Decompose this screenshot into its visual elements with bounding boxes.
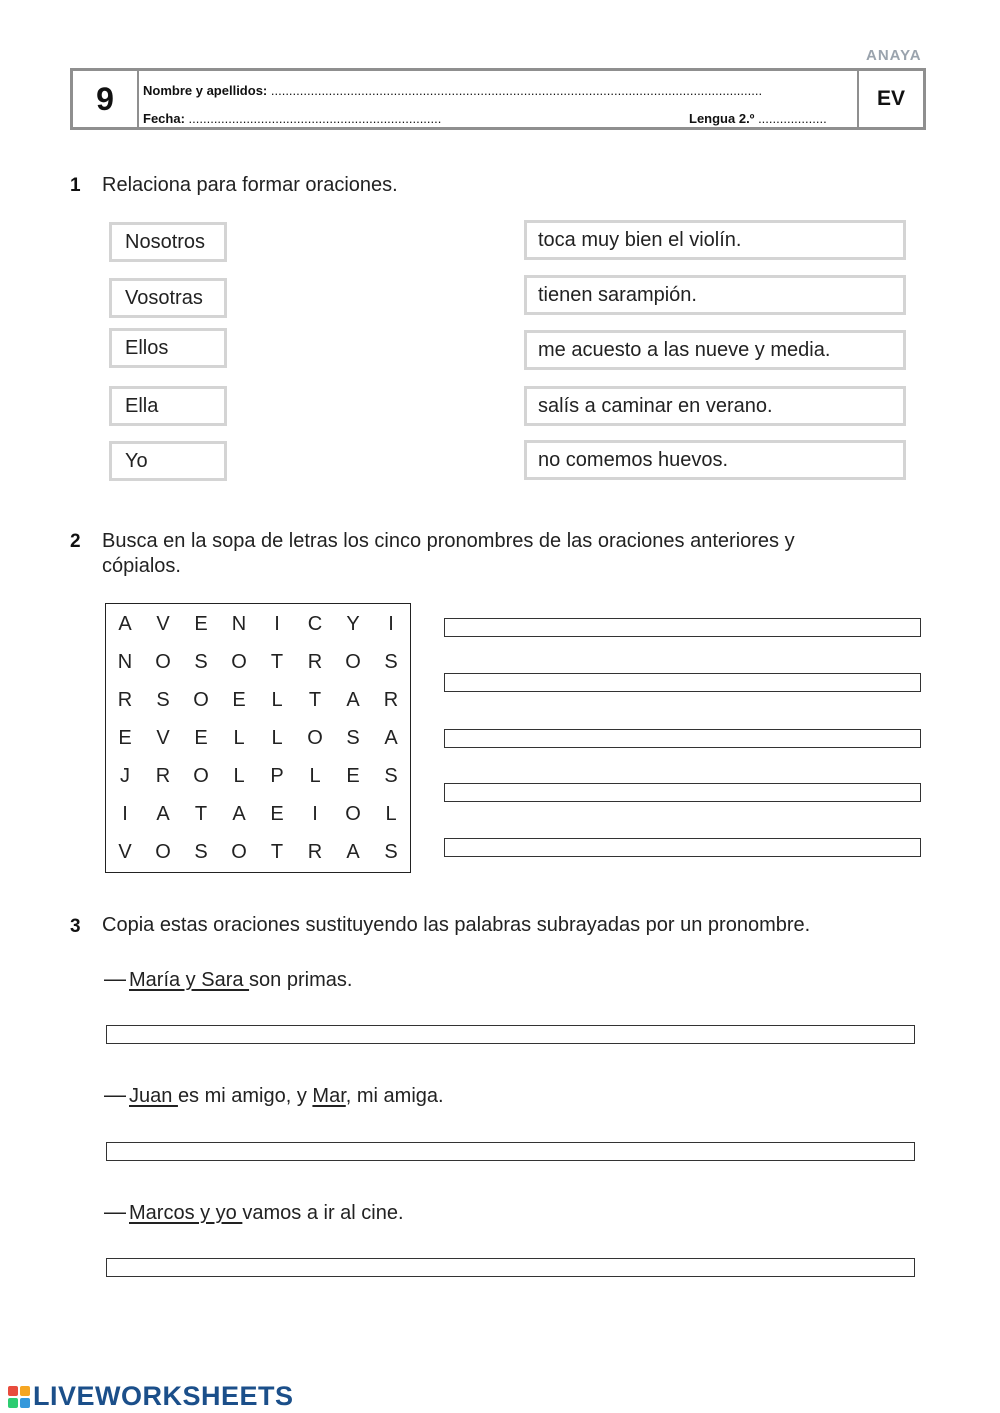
grid-letter[interactable]: A: [156, 802, 170, 825]
underlined-words: Marcos y yo: [129, 1202, 243, 1224]
grid-letter[interactable]: L: [309, 764, 321, 787]
grid-row: [106, 643, 412, 681]
grid-letter[interactable]: O: [307, 726, 323, 749]
grid-letter[interactable]: N: [117, 650, 133, 673]
publisher-logo: ANAYA: [866, 47, 922, 64]
sentence-answer-field[interactable]: [106, 1142, 915, 1161]
exercise-1-number: 1: [70, 175, 81, 196]
grid-row: [106, 833, 412, 871]
grid-letter[interactable]: I: [274, 612, 280, 635]
grid-letter[interactable]: T: [308, 688, 322, 711]
footer-branding: [8, 1381, 294, 1412]
grid-letter[interactable]: O: [345, 650, 361, 673]
phrase-box[interactable]: toca muy bien el violín.: [524, 220, 906, 260]
pronoun-answer-field[interactable]: [444, 618, 921, 637]
pronoun-answer-field[interactable]: [444, 838, 921, 857]
date-label: Fecha:: [143, 111, 185, 126]
exercise-2-instruction-line-1: Busca en la sopa de letras los cinco pronombres de las oraciones anteriores y: [102, 530, 795, 552]
pronoun-answer-field[interactable]: [444, 673, 921, 692]
grid-letter[interactable]: O: [231, 840, 247, 863]
grid-letter[interactable]: T: [270, 840, 284, 863]
grid-letter[interactable]: S: [346, 726, 360, 749]
grid-letter[interactable]: V: [118, 840, 132, 863]
dash-bullet: —: [104, 1082, 126, 1107]
grid-letter[interactable]: R: [383, 688, 399, 711]
underlined-words: Juan: [129, 1085, 178, 1107]
pronoun-answer-field[interactable]: [444, 783, 921, 802]
grid-letter[interactable]: E: [194, 612, 208, 635]
pronoun-box[interactable]: Nosotros: [109, 222, 227, 262]
name-label: Nombre y apellidos:: [143, 83, 268, 98]
grid-letter[interactable]: E: [232, 688, 246, 711]
course-line: [689, 111, 827, 126]
grid-letter[interactable]: A: [346, 840, 360, 863]
grid-row: [106, 719, 412, 757]
phrase-box[interactable]: no comemos huevos.: [524, 440, 906, 480]
footer-site-name: LIVEWORKSHEETS: [33, 1381, 294, 1411]
grid-row: [106, 795, 412, 833]
grid-letter[interactable]: P: [270, 764, 284, 787]
logo-square: [20, 1398, 30, 1408]
pronoun-box[interactable]: Ellos: [109, 328, 227, 368]
name-line: [143, 83, 762, 98]
grid-row: [106, 757, 412, 795]
sentence-answer-field[interactable]: [106, 1258, 915, 1277]
grid-letter[interactable]: R: [307, 840, 323, 863]
grid-letter[interactable]: A: [384, 726, 398, 749]
course-label: Lengua 2.º: [689, 111, 755, 126]
grid-letter[interactable]: N: [231, 612, 247, 635]
grid-letter[interactable]: L: [271, 688, 283, 711]
grid-letter[interactable]: S: [194, 840, 208, 863]
grid-letter[interactable]: V: [156, 726, 170, 749]
sentence-2: [129, 1085, 444, 1108]
grid-letter[interactable]: O: [193, 764, 209, 787]
grid-letter[interactable]: E: [346, 764, 360, 787]
grid-letter[interactable]: E: [270, 802, 284, 825]
grid-letter[interactable]: E: [194, 726, 208, 749]
sentence-text: es mi amigo, y: [177, 1085, 313, 1107]
grid-letter[interactable]: V: [156, 612, 170, 635]
grid-letter[interactable]: I: [122, 802, 128, 825]
grid-letter[interactable]: S: [194, 650, 208, 673]
pronoun-answer-field[interactable]: [444, 729, 921, 748]
exercise-3-number: 3: [70, 916, 81, 937]
pronoun-box[interactable]: Vosotras: [109, 278, 227, 318]
exercise-1-instruction: Relaciona para formar oraciones.: [102, 174, 398, 196]
date-dots: ......................................................................: [188, 111, 442, 126]
pronoun-box[interactable]: Ella: [109, 386, 227, 426]
sentence-1: [129, 969, 352, 992]
grid-letter[interactable]: O: [345, 802, 361, 825]
sentence-text: , mi amiga.: [345, 1085, 444, 1107]
logo-square: [8, 1386, 18, 1396]
grid-letter[interactable]: L: [271, 726, 283, 749]
name-dots: ........................................................................................................................................: [270, 83, 763, 98]
word-search-grid: [105, 603, 411, 873]
liveworksheets-logo-icon: [8, 1386, 30, 1408]
grid-letter[interactable]: L: [385, 802, 397, 825]
grid-row: [106, 605, 412, 643]
underlined-words: Mar: [312, 1085, 346, 1107]
exercise-2-instruction-line-2: cópialos.: [102, 555, 181, 577]
worksheet-code: EV: [857, 71, 923, 127]
dash-bullet: —: [104, 966, 126, 991]
grid-letter[interactable]: S: [156, 688, 170, 711]
grid-letter[interactable]: T: [194, 802, 208, 825]
grid-letter[interactable]: E: [118, 726, 132, 749]
grid-letter[interactable]: R: [155, 764, 171, 787]
exercise-3-instruction: Copia estas oraciones sustituyendo las palabras subrayadas por un pronombre.: [102, 914, 811, 936]
sentence-text: vamos a ir al cine.: [242, 1202, 404, 1224]
grid-letter[interactable]: R: [307, 650, 323, 673]
exercise-2-number: 2: [70, 531, 81, 552]
grid-letter[interactable]: A: [346, 688, 360, 711]
grid-letter[interactable]: S: [384, 840, 398, 863]
grid-letter[interactable]: C: [307, 612, 323, 635]
grid-letter[interactable]: I: [312, 802, 318, 825]
phrase-box[interactable]: tienen sarampión.: [524, 275, 906, 315]
date-line: [143, 111, 441, 126]
grid-letter[interactable]: O: [155, 840, 171, 863]
sentence-answer-field[interactable]: [106, 1025, 915, 1044]
grid-letter[interactable]: L: [233, 726, 245, 749]
sentence-text: son primas.: [249, 969, 353, 991]
grid-letter[interactable]: S: [384, 764, 398, 787]
unit-number: 9: [73, 71, 139, 127]
grid-letter[interactable]: A: [118, 612, 132, 635]
phrase-box[interactable]: me acuesto a las nueve y media.: [524, 330, 906, 370]
grid-row: [106, 681, 412, 719]
grid-letter[interactable]: T: [270, 650, 284, 673]
grid-letter[interactable]: Y: [346, 612, 360, 635]
grid-letter[interactable]: O: [193, 688, 209, 711]
worksheet-header: [70, 68, 926, 130]
grid-letter[interactable]: R: [117, 688, 133, 711]
underlined-words: María y Sara: [129, 969, 250, 991]
grid-letter[interactable]: S: [384, 650, 398, 673]
phrase-box[interactable]: salís a caminar en verano.: [524, 386, 906, 426]
grid-letter[interactable]: L: [233, 764, 245, 787]
grid-letter[interactable]: I: [388, 612, 394, 635]
pronoun-box[interactable]: Yo: [109, 441, 227, 481]
course-dots: ...................: [758, 111, 827, 126]
logo-square: [8, 1398, 18, 1408]
logo-square: [20, 1386, 30, 1396]
sentence-3: [129, 1202, 404, 1225]
grid-letter[interactable]: O: [155, 650, 171, 673]
grid-letter[interactable]: O: [231, 650, 247, 673]
grid-letter[interactable]: A: [232, 802, 246, 825]
dash-bullet: —: [104, 1199, 126, 1224]
grid-letter[interactable]: J: [120, 764, 130, 787]
